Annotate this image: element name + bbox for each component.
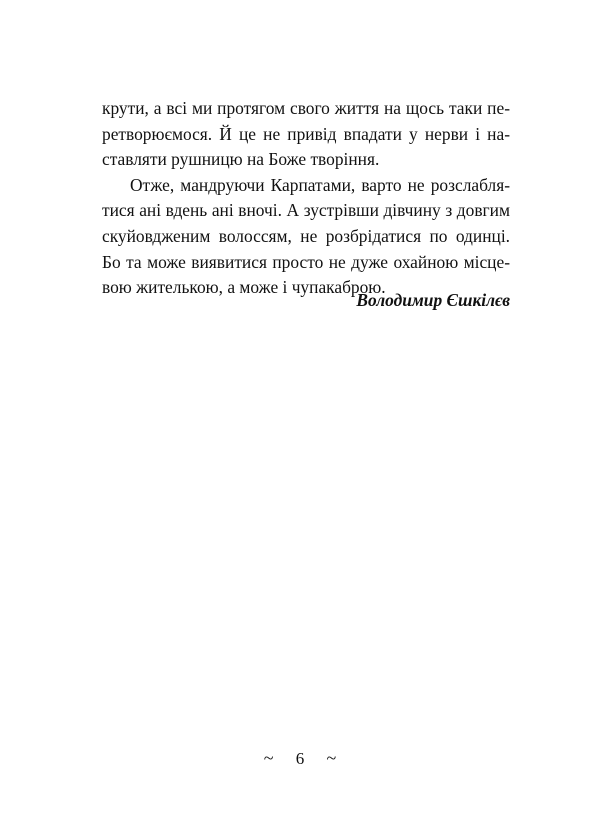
page-footer xyxy=(0,746,600,771)
paragraph-1 xyxy=(102,96,510,173)
author-signature: Володимир Єшкілєв xyxy=(356,290,510,310)
page-number: 6 xyxy=(295,749,305,768)
text-line: ставляти рушницю на Боже творіння. xyxy=(102,149,380,170)
text-line: тися ані вдень ані вночі. А зустрівши дівчину з довгим xyxy=(102,200,510,221)
text-line: крути, а всі ми протягом свого життя на щось таки пе- xyxy=(102,98,510,118)
right-ornament: ~ xyxy=(326,748,337,768)
paragraph-2 xyxy=(102,173,510,301)
text-line: скуйовдженим волоссям, не розбрідатися по одинці. xyxy=(102,225,510,246)
body-text xyxy=(102,96,510,301)
text-line: ретворюємося. Й це не привід впадати у нерви і на- xyxy=(102,123,510,144)
left-ornament: ~ xyxy=(263,748,274,768)
text-line: вою жителькою, а може і чупакаброю. xyxy=(102,277,386,298)
text-line: Отже, мандруючи Карпатами, варто не розслабля- xyxy=(130,174,510,195)
text-line: Бо та може виявитися просто не дуже охайною місце- xyxy=(102,251,510,272)
